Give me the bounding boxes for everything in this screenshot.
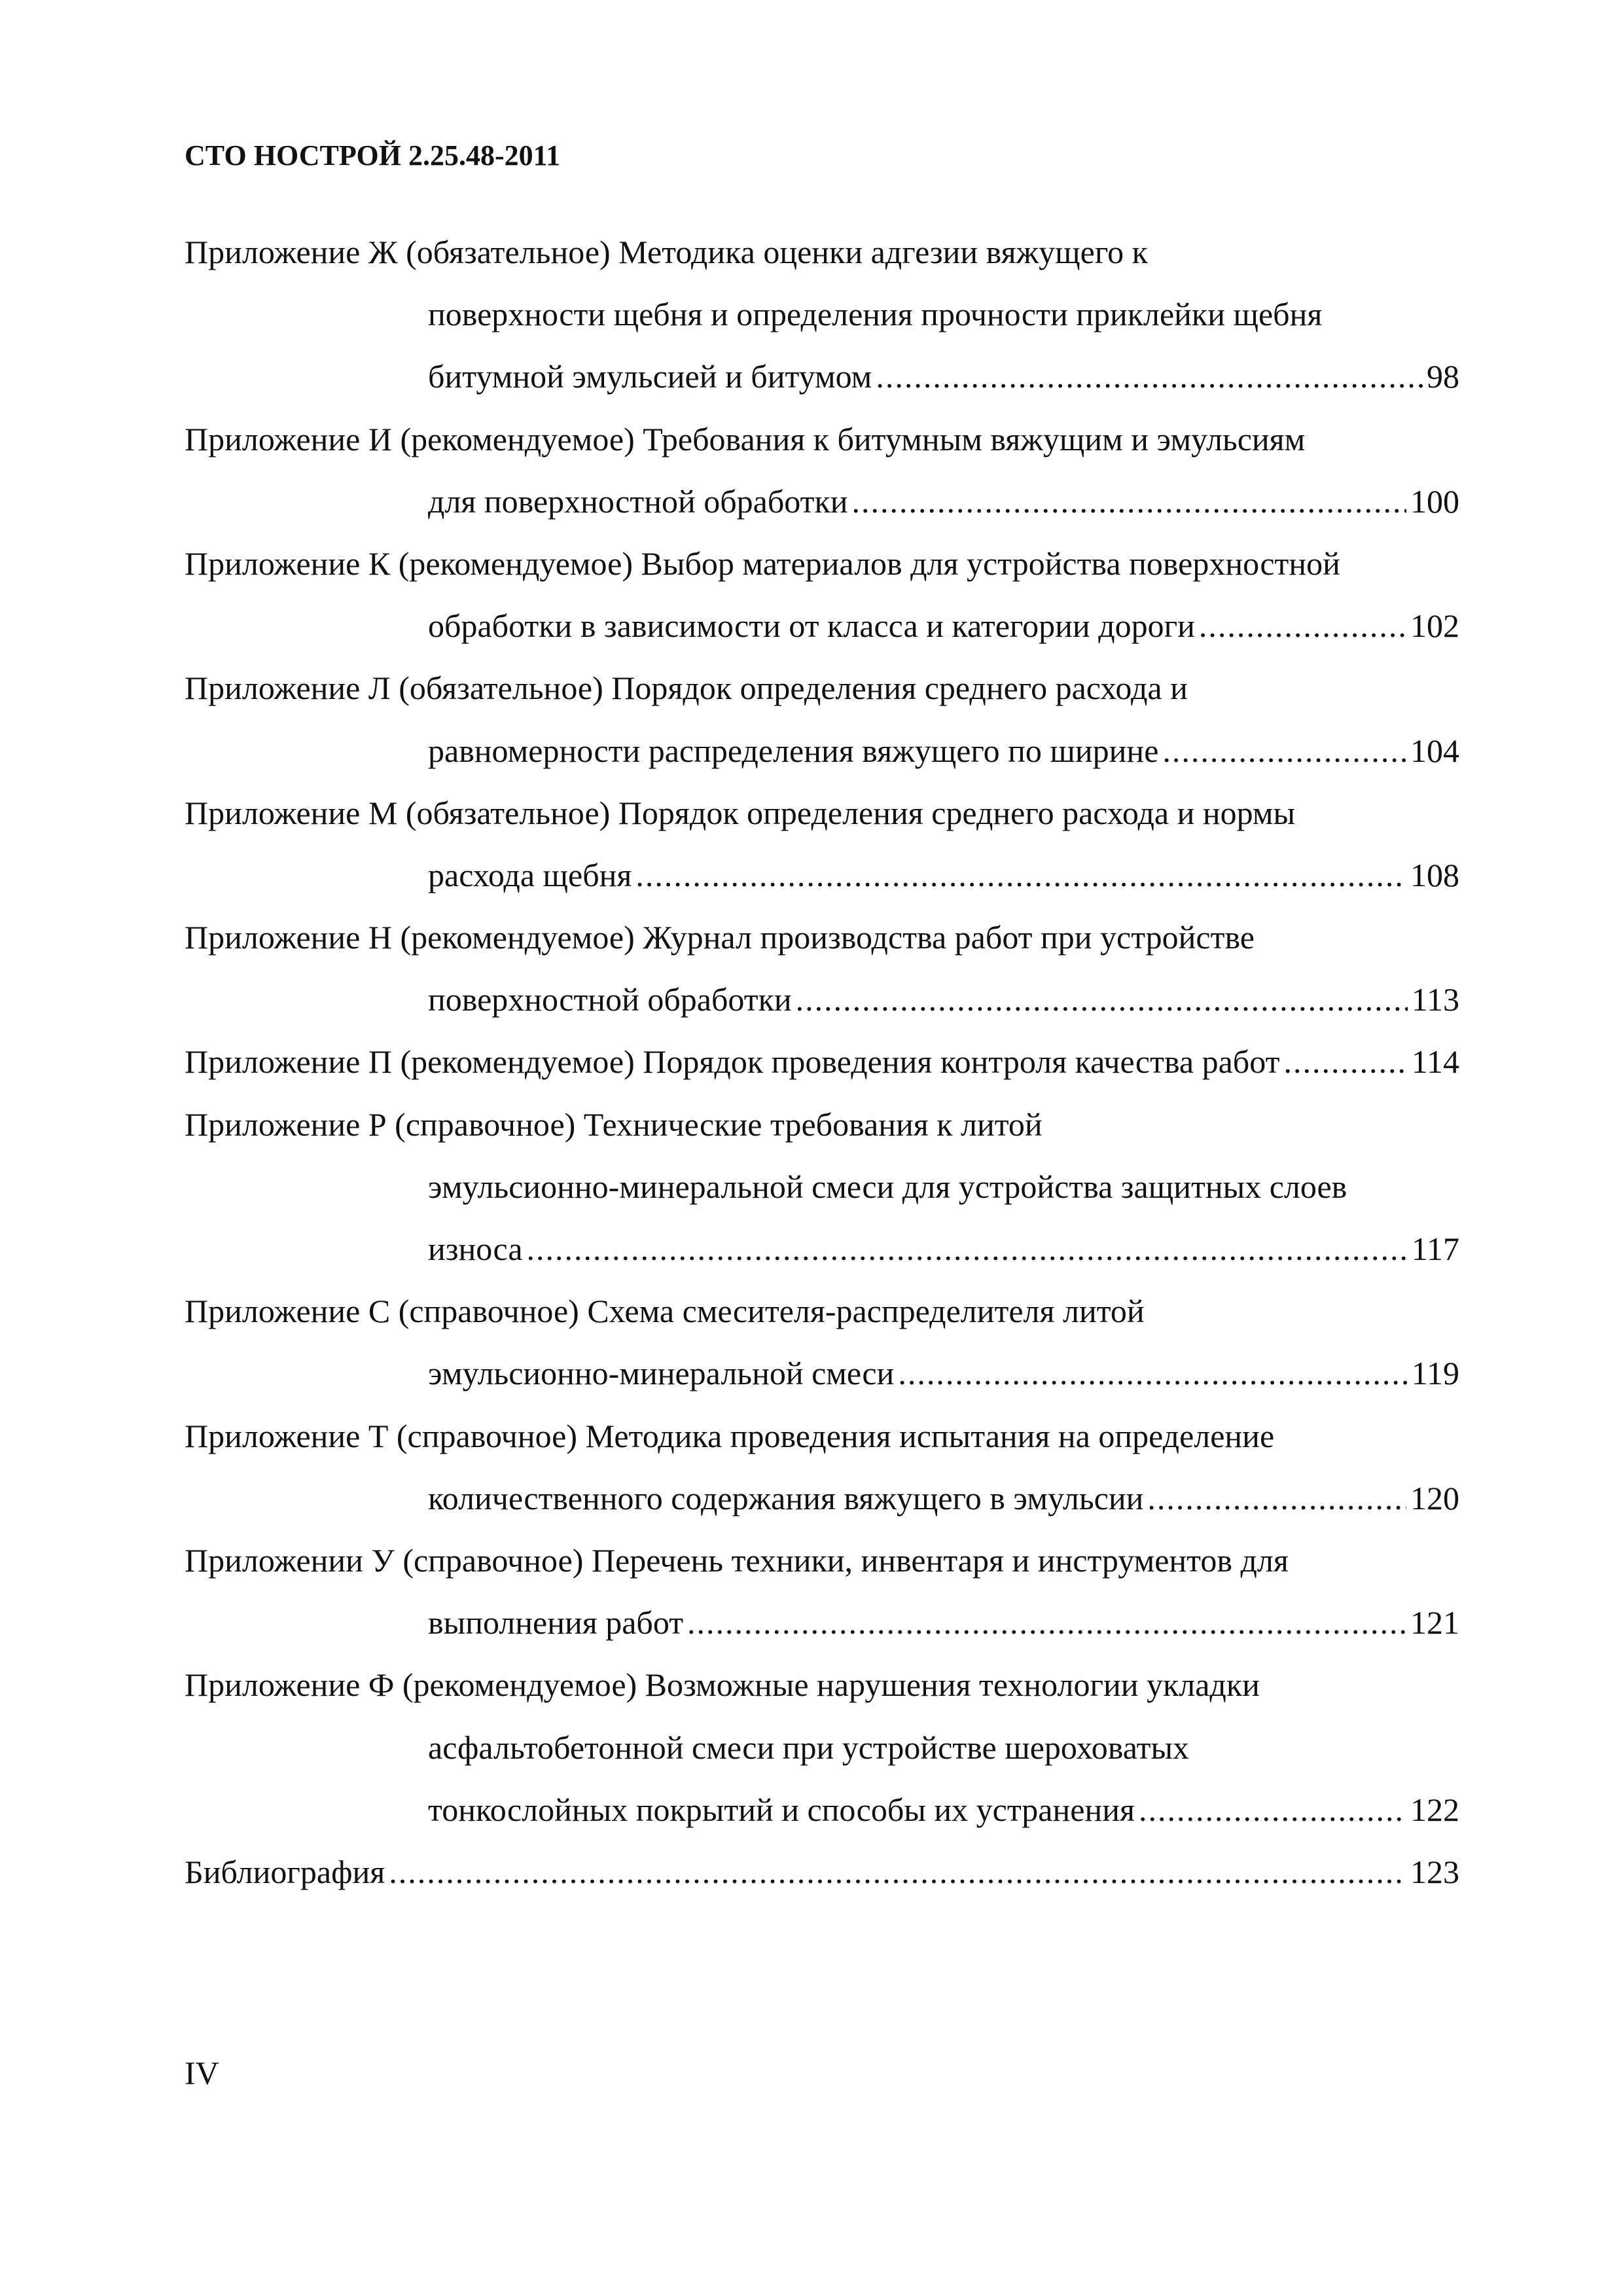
toc-entry-text: поверхности щебня и определения прочности приклейки щебня: [428, 296, 1323, 333]
toc-page-number: 114: [1411, 1043, 1459, 1081]
dot-leader: [852, 471, 1406, 533]
toc-entry-text: Библиография: [185, 1853, 385, 1890]
toc-entry-text: Приложение М (обязательное) Порядок определения среднего расхода и нормы: [185, 794, 1296, 831]
dot-leader: [1283, 1031, 1407, 1093]
toc-entry-text: Приложение Ж (обязательное) Методика оценки адгезии вяжущего к: [185, 234, 1148, 270]
toc-page-number: 102: [1410, 607, 1459, 645]
toc-entry[interactable]: [185, 221, 1459, 408]
toc-entry-text: Приложение Р (справочное) Технические требования к литой: [185, 1105, 1043, 1143]
dot-leader: [1147, 1467, 1406, 1530]
toc-entry[interactable]: [185, 1530, 1459, 1654]
toc-page-number: 122: [1410, 1791, 1459, 1828]
toc-entry-text: эмульсионно-минеральной смеси: [428, 1355, 895, 1392]
dot-leader: [796, 969, 1408, 1031]
toc-entry[interactable]: [185, 1280, 1459, 1405]
toc-entry-text: тонкослойных покрытий и способы их устранения: [428, 1791, 1135, 1828]
toc-entry-text: выполнения работ: [428, 1604, 684, 1641]
toc-page-number: 98: [1427, 358, 1459, 395]
toc-entry[interactable]: [185, 1841, 1459, 1903]
toc-page-number: 123: [1410, 1853, 1459, 1890]
dot-leader: [1162, 720, 1406, 782]
toc-page-number: 117: [1411, 1230, 1459, 1267]
toc-entry-text: обработки в зависимости от класса и категории дороги: [428, 607, 1195, 645]
toc-entry-text: Приложение Т (справочное) Методика проведения испытания на определение: [185, 1417, 1275, 1454]
toc-entry-text: износа: [428, 1230, 523, 1267]
toc-page-number: 113: [1411, 981, 1459, 1018]
toc-entry[interactable]: [185, 906, 1459, 1031]
toc-entry-text: Приложение П (рекомендуемое) Порядок проведения контроля качества работ: [185, 1043, 1280, 1081]
toc-entry[interactable]: [185, 1654, 1459, 1841]
dot-leader: [687, 1592, 1406, 1654]
dot-leader: [1139, 1779, 1406, 1841]
toc-entry[interactable]: [185, 657, 1459, 781]
toc-entry[interactable]: [185, 1031, 1459, 1093]
toc-page-number: 100: [1410, 482, 1459, 520]
toc-entry[interactable]: [185, 1405, 1459, 1530]
dot-leader: [635, 844, 1406, 906]
dot-leader: [898, 1342, 1408, 1405]
document-header: СТО НОСТРОЙ 2.25.48-2011: [185, 139, 561, 171]
toc-entry-text: Приложении У (справочное) Перечень техники, инвентаря и инструментов для: [185, 1541, 1289, 1579]
dot-leader: [389, 1841, 1406, 1903]
toc-page-number: 108: [1410, 856, 1459, 893]
toc-entry-text: для поверхностной обработки: [428, 482, 848, 520]
toc-page-number: 121: [1410, 1604, 1459, 1641]
toc-page-number: 120: [1410, 1479, 1459, 1516]
toc-entry[interactable]: [185, 408, 1459, 533]
toc-entry-text: равномерности распределения вяжущего по ширине: [428, 732, 1159, 769]
toc-entry[interactable]: [185, 1094, 1459, 1281]
toc-page-number: 119: [1411, 1355, 1459, 1392]
toc-entry-text: Приложение И (рекомендуемое) Требования к битумным вяжущим и эмульсиям: [185, 420, 1306, 457]
toc-entry-text: Приложение С (справочное) Схема смесителя-распределителя литой: [185, 1293, 1145, 1330]
toc-entry-text: Приложение Ф (рекомендуемое) Возможные нарушения технологии укладки: [185, 1666, 1260, 1704]
toc-entry-text: Приложение Л (обязательное) Порядок определения среднего расхода и: [185, 670, 1188, 707]
toc-entry-text: Приложение К (рекомендуемое) Выбор материалов для устройства поверхностной: [185, 545, 1340, 582]
toc-entry[interactable]: [185, 533, 1459, 657]
dot-leader: [1199, 595, 1406, 657]
dot-leader: [527, 1218, 1408, 1280]
toc-page-number: 104: [1410, 732, 1459, 769]
page-number: IV: [185, 2054, 219, 2091]
dot-leader: [876, 346, 1423, 408]
toc-entry-text: поверхностной обработки: [428, 981, 792, 1018]
table-of-contents: [185, 221, 1459, 1903]
toc-entry-text: асфальтобетонной смеси при устройстве шероховатых: [428, 1729, 1190, 1766]
toc-entry-text: расхода щебня: [428, 856, 632, 893]
toc-entry-text: эмульсионно-минеральной смеси для устройства защитных слоев: [428, 1168, 1347, 1205]
toc-entry[interactable]: [185, 782, 1459, 906]
toc-entry-text: Приложение Н (рекомендуемое) Журнал производства работ при устройстве: [185, 919, 1255, 956]
toc-entry-text: количественного содержания вяжущего в эмульсии: [428, 1479, 1144, 1516]
toc-entry-text: битумной эмульсией и битумом: [428, 358, 872, 395]
